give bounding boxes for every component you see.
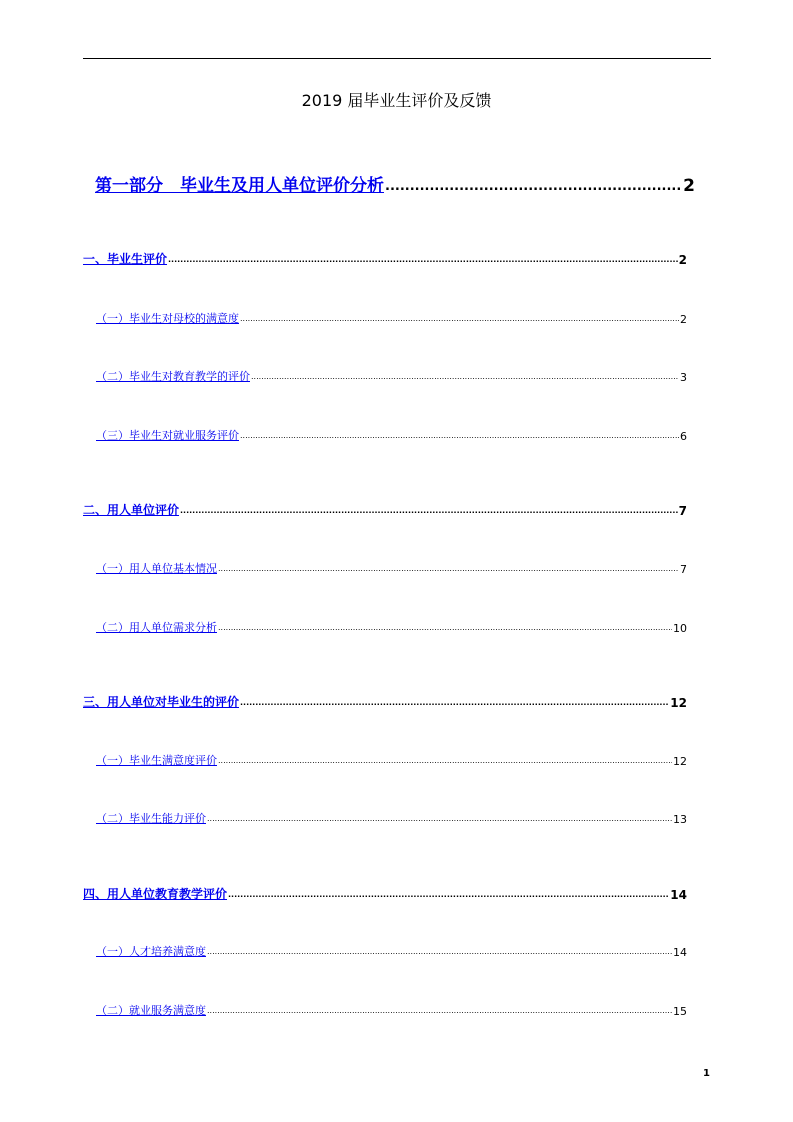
toc-entry-subsection[interactable] — [96, 752, 687, 768]
toc-entry-title[interactable]: （三）毕业生对就业服务评价 — [96, 429, 239, 442]
toc-leader-dots — [240, 314, 679, 324]
toc-leader-dots — [207, 814, 672, 824]
toc-entry-page: 6 — [680, 430, 687, 443]
toc-entry-section-1[interactable] — [83, 250, 687, 267]
toc-entry-title[interactable]: （一）毕业生对母校的满意度 — [96, 312, 239, 325]
toc-entry-subsection[interactable] — [96, 1002, 687, 1018]
toc-entry-section-4[interactable] — [83, 885, 687, 902]
toc-entry-page: 2 — [678, 253, 687, 267]
toc-entry-title[interactable]: 三、用人单位对毕业生的评价 — [83, 695, 240, 709]
toc-entry-page: 15 — [673, 1005, 687, 1018]
toc-entry-title[interactable]: 第一部分 毕业生及用人单位评价分析 — [95, 176, 384, 196]
toc-entry-page: 12 — [670, 696, 687, 710]
toc-entry-page: 2 — [683, 176, 695, 196]
toc-leader-dots — [240, 431, 679, 441]
toc-entry-subsection[interactable] — [96, 368, 687, 384]
toc-entry-title[interactable]: （二）毕业生对教育教学的评价 — [96, 370, 250, 383]
toc-entry-page: 3 — [680, 371, 687, 384]
toc-entry-subsection[interactable] — [96, 560, 687, 576]
toc-leader-dots — [228, 890, 669, 900]
toc-entry-title[interactable]: （二）用人单位需求分析 — [96, 621, 217, 634]
document-header-title: 2019 届毕业生评价及反馈 — [301, 91, 492, 110]
toc-entry-page: 13 — [673, 813, 687, 826]
toc-entry-page: 2 — [680, 313, 687, 326]
toc-entry-page: 10 — [673, 622, 687, 635]
header-rule — [83, 58, 711, 59]
toc-entry-section-2[interactable] — [83, 501, 687, 518]
toc-entry-page: 14 — [673, 946, 687, 959]
toc-leader-dots — [207, 1006, 672, 1016]
toc-entry-page: 12 — [673, 755, 687, 768]
toc-leader-dots — [207, 947, 672, 957]
toc-entry-title[interactable]: （二）毕业生能力评价 — [96, 812, 206, 825]
toc-entry-page: 7 — [680, 563, 687, 576]
toc-leader-dots — [385, 179, 682, 194]
toc-leader-dots — [240, 698, 669, 708]
toc-entry-subsection[interactable] — [96, 943, 687, 959]
toc-entry-section-3[interactable] — [83, 693, 687, 710]
toc-entry-page: 14 — [670, 888, 687, 902]
toc-leader-dots — [218, 564, 679, 574]
toc-entry-title[interactable]: 一、毕业生评价 — [83, 252, 168, 266]
toc-leader-dots — [218, 756, 672, 766]
toc-leader-dots — [180, 506, 678, 516]
toc-entry-title[interactable]: 二、用人单位评价 — [83, 503, 180, 517]
toc-entry-title[interactable]: （二）就业服务满意度 — [96, 1004, 206, 1017]
page-number: 1 — [703, 1068, 710, 1079]
toc-leader-dots — [251, 372, 679, 382]
toc-entry-subsection[interactable] — [96, 427, 687, 443]
toc-entry-subsection[interactable] — [96, 619, 687, 635]
toc-entry-page: 7 — [678, 504, 687, 518]
toc-entry-title[interactable]: （一）毕业生满意度评价 — [96, 754, 217, 767]
toc-leader-dots — [168, 255, 678, 265]
toc-entry-title[interactable]: 四、用人单位教育教学评价 — [83, 887, 228, 901]
toc-entry-title[interactable]: （一）用人单位基本情况 — [96, 562, 217, 575]
toc-entry-subsection[interactable] — [96, 310, 687, 326]
toc-entry-title[interactable]: （一）人才培养满意度 — [96, 945, 206, 958]
toc-entry-subsection[interactable] — [96, 810, 687, 826]
toc-entry-part-1[interactable] — [95, 171, 695, 196]
toc-leader-dots — [218, 623, 672, 633]
